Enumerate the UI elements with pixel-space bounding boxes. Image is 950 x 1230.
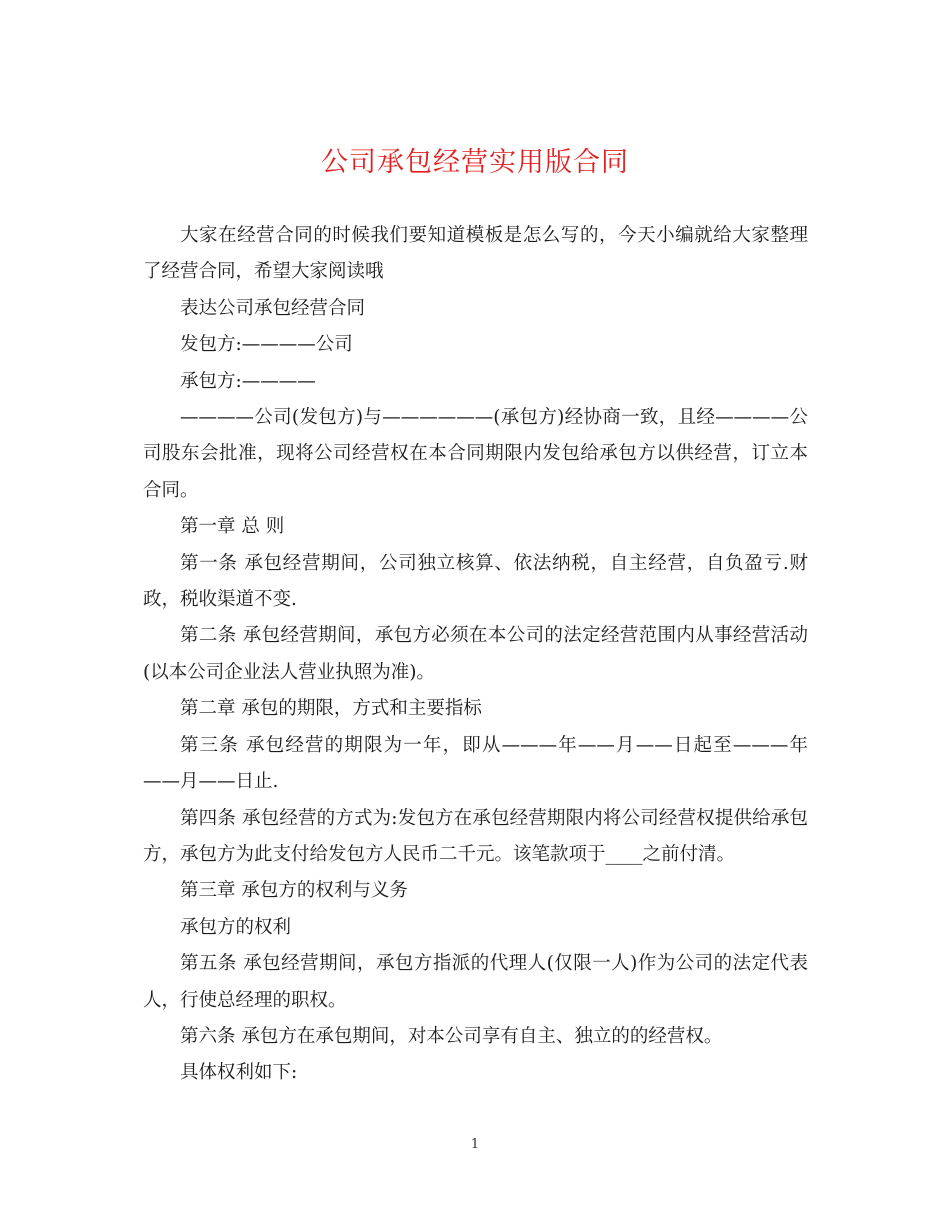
article-4: 第四条 承包经营的方式为:发包方在承包经营期限内将公司经营权提供给承包方，承包方为此支付给发包方人民币二千元。该笔款项于____之前付清。 [143, 807, 808, 865]
article-1: 第一条 承包经营期间，公司独立核算、依法纳税，自主经营，自负盈亏.财政，税收渠道不变. [143, 552, 808, 611]
paragraph-party-b: 承包方:———— [180, 370, 316, 392]
paragraph-rights-list-intro: 具体权利如下: [180, 1062, 298, 1084]
paragraph-intro: 大家在经营合同的时候我们要知道模板是怎么写的，今天小编就给大家整理了经营合同，希望大家阅读哦 [143, 225, 808, 283]
chapter-heading-1: 第一章 总 则 [180, 516, 285, 538]
article-3: 第三条 承包经营的期限为一年，即从———年——月——日起至———年——月——日止. [143, 734, 808, 793]
section-heading-rights: 承包方的权利 [180, 916, 292, 938]
chapter-heading-3: 第三章 承包方的权利与义务 [180, 880, 408, 902]
article-6: 第六条 承包方在承包期间，对本公司享有自主、独立的的经营权。 [180, 1025, 723, 1047]
document-body [143, 218, 808, 1092]
article-2: 第二条 承包经营期间，承包方必须在本公司的法定经营范围内从事经营活动(以本公司企业法人营业执照为准)。 [143, 625, 808, 683]
chapter-heading-2: 第二章 承包的期限，方式和主要指标 [180, 698, 482, 720]
paragraph-contract-name: 表达公司承包经营合同 [180, 297, 366, 319]
paragraph-preamble: ————公司(发包方)与——————(承包方)经协商一致，且经————公司股东会批准，现将公司经营权在本合同期限内发包给承包方以供经营，订立本合同。 [143, 407, 808, 501]
document-title: 公司承包经营实用版合同 [321, 147, 629, 178]
article-5: 第五条 承包经营期间，承包方指派的代理人(仅限一人)作为公司的法定代表人，行使总经理的职权。 [143, 953, 808, 1011]
paragraph-party-a: 发包方:————公司 [180, 334, 353, 356]
page-number: 1 [470, 1137, 480, 1152]
